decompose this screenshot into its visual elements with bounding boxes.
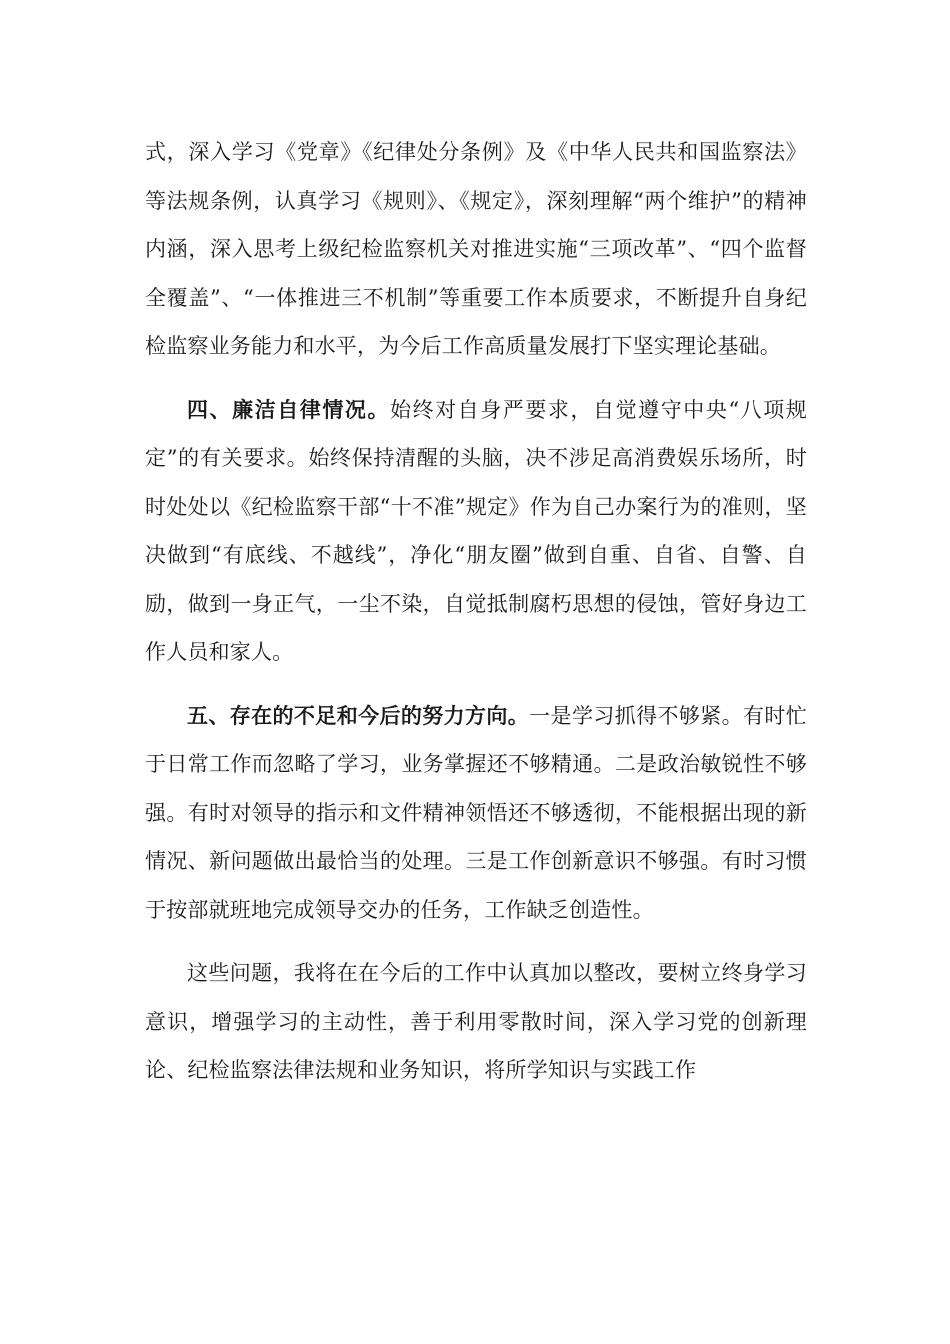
paragraph-text: 式，深入学习《党章》《纪律处分条例》及《中华人民共和国监察法》等法规条例，认真学习《规则》、《规定》，深刻理解“两个维护”的精神内涵，深入思考上级纪检监察机关对推进实施“三项改革”、“四个监督全覆盖”、“一体推进三不机制”等重要工作本质要求，不断提升自身纪检监察业务能力和水平，为今后工作高质量发展打下坚实理论基础。	[145, 140, 807, 358]
document-body	[145, 128, 807, 1110]
paragraph-shortcomings	[145, 692, 807, 935]
paragraph-continuation	[145, 128, 807, 371]
paragraph-text: 一是学习抓得不够紧。有时忙于日常工作而忽略了学习，业务掌握还不够精通。二是政治敏锐性不够强。有时对领导的指示和文件精神领悟还不够透彻，不能根据出现的新情况、新问题做出最恰当的处理。三是工作创新意识不够强。有时习惯于按部就班地完成领导交办的任务，工作缺乏创造性。	[145, 703, 807, 922]
section-heading-integrity: 四、廉洁自律情况。	[187, 396, 391, 422]
section-heading-shortcomings: 五、存在的不足和今后的努力方向。	[187, 702, 530, 728]
paragraph-integrity	[145, 386, 807, 677]
paragraph-text: 始终对自身严要求，自觉遵守中央“八项规定”的有关要求。始终保持清醒的头脑，决不涉足高消费娱乐场所，时时处处以《纪检监察干部“十不准”规定》作为自己办案行为的准则，坚决做到“有底线、不越线”，净化“朋友圈”做到自重、自省、自警、自励，做到一身正气，一尘不染，自觉抵制腐朽思想的侵蚀，管好身边工作人员和家人。	[145, 397, 807, 664]
paragraph-text: 这些问题，我将在在今后的工作中认真加以整改，要树立终身学习意识，增强学习的主动性，善于利用零散时间，深入学习党的创新理论、纪检监察法律法规和业务知识，将所学知识与实践工作	[145, 961, 807, 1082]
paragraph-rectification	[145, 949, 807, 1095]
